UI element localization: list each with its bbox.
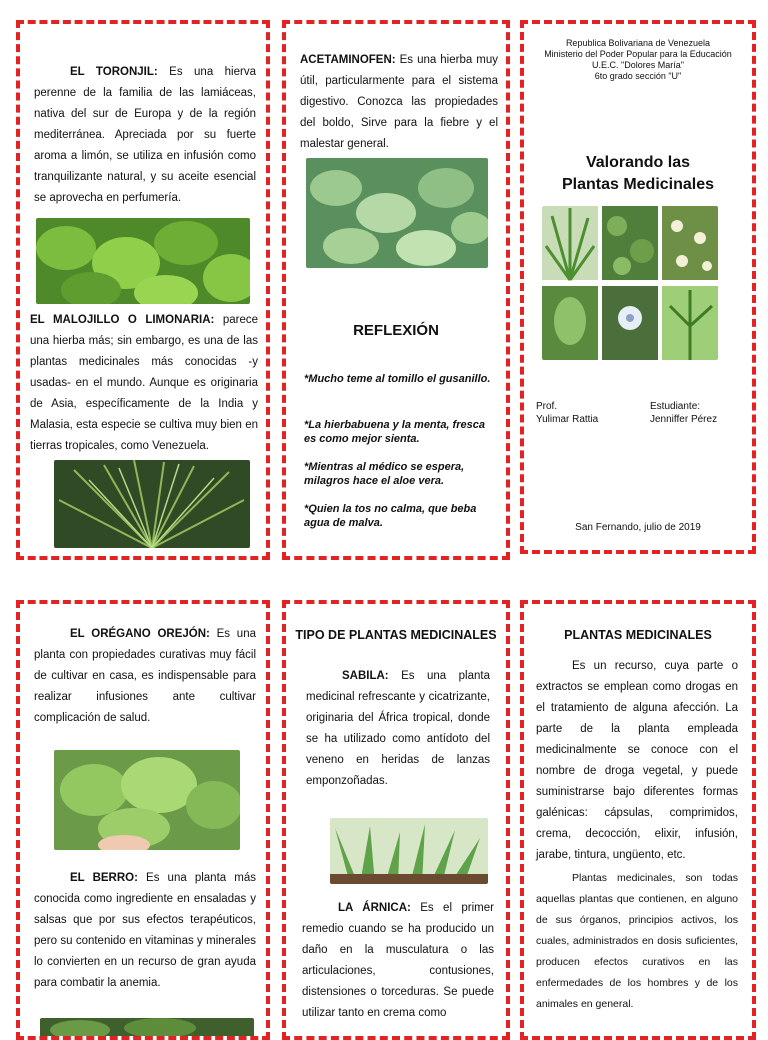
professor-block bbox=[536, 400, 598, 426]
header-line-3: U.E.C. "Dolores María" bbox=[592, 60, 684, 70]
plantas-para-2-text: Plantas medicinales, son todas aquellas plantas que contienen, en alguno de sus órganos, principios activos, los cuales, administrados en dosis suficientes, producen efectos curativos en las enfermedades de los hombres y de los animales en general. bbox=[536, 872, 738, 1010]
sabila-paragraph bbox=[306, 666, 490, 792]
panel-toronjil-malojillo bbox=[16, 20, 270, 560]
panel-plantas-medicinales bbox=[520, 600, 756, 1040]
student-block bbox=[650, 400, 717, 426]
sabila-image bbox=[330, 818, 488, 884]
saying-4: *Quien la tos no calma, que beba agua de malva. bbox=[304, 503, 477, 529]
title-line-1: Valorando las bbox=[585, 154, 691, 171]
berro-title: EL BERRO: bbox=[70, 872, 138, 884]
toronjil-paragraph bbox=[34, 62, 256, 209]
plantas-para-1 bbox=[536, 656, 738, 866]
header-line-4: 6to grado sección "U" bbox=[594, 71, 682, 81]
panel-cover bbox=[520, 20, 756, 554]
cover-header bbox=[528, 38, 748, 82]
plantas-para-2 bbox=[536, 868, 738, 1015]
oregano-text: Es una planta con propiedades curativas muy fácil de cultivar en casa, es indispensable para realizar infusiones ante cultivar complicación de salud. bbox=[34, 628, 256, 724]
reflexion-title: REFLEXIÓN bbox=[353, 322, 439, 339]
toronjil-title: EL TORONJIL: bbox=[70, 66, 158, 78]
arnica-text: Es el primer remedio cuando se ha producido un daño en la musculatura o las articulaciones, contusiones, distensiones o torceduras. Se puede utilizar tanto en crema como bbox=[302, 902, 494, 1019]
student-name: Jenniffer Pérez bbox=[650, 414, 718, 425]
acetaminofen-paragraph bbox=[300, 50, 498, 155]
malojillo-text: parece una hierba más; sin embargo, es una de las plantas medicinales más conocidas -y usadas- en el mundo. Aunque es originaria de Asia, específicamente de la India y Malasia, esta especie se cultiva muy bien en tierras tropicales, como Venezuela. bbox=[30, 314, 258, 452]
saying-2: *La hierbabuena y la menta, fresca es como mejor sienta. bbox=[304, 419, 485, 445]
panel-oregano-berro bbox=[16, 600, 270, 1040]
acetaminofen-text: Es una hierba muy útil, particularmente para el sistema digestivo. Conozca las propiedades del boldo, Sirve para la fiebre y el malestar general. bbox=[300, 54, 498, 150]
header-line-2: Ministerio del Poder Popular para la Educación bbox=[544, 49, 732, 59]
plantas-title: PLANTAS MEDICINALES bbox=[564, 628, 712, 642]
berro-text: Es una planta más conocida como ingrediente en ensaladas y salsas que por sus efectos terapéuticos, pero su contenido en vitaminas y minerales lo convierten en un recurso de gran ayuda para combatir la anemia. bbox=[34, 872, 256, 989]
cover-plant-collage bbox=[542, 206, 718, 360]
arnica-title: LA ÁRNICA: bbox=[338, 902, 411, 914]
toronjil-image bbox=[36, 218, 250, 304]
berro-paragraph bbox=[34, 868, 256, 994]
place-date: San Fernando, julio de 2019 bbox=[575, 522, 701, 533]
panel-tipo-plantas bbox=[282, 600, 510, 1040]
header-line-1: Republica Bolivariana de Venezuela bbox=[565, 38, 711, 48]
title-line-2: Plantas Medicinales bbox=[561, 176, 715, 193]
berro-image bbox=[40, 1018, 254, 1040]
panel-acetaminofen-reflexion bbox=[282, 20, 510, 560]
student-label: Estudiante: bbox=[650, 401, 701, 412]
oregano-paragraph bbox=[34, 624, 256, 729]
acetaminofen-title: ACETAMINOFEN: bbox=[300, 54, 396, 66]
plantas-para-1-text: Es un recurso, cuya parte o extractos se emplean como drogas en el tratamiento de alguna afección. La parte de la planta empleada medicinalmente se conoce con el nombre de droga vegetal, y puede suministrarse bajo diferentes formas galénicas: cápsulas, comprimidos, crema, decocción, elixir, infusión, jarabe, tintura, ungüento, etc. bbox=[536, 660, 738, 861]
sabila-text: Es una planta medicinal refrescante y cicatrizante, originaria del África tropical, donde se ha utilizado como antídoto del veneno en heridas de lanzas emponzoñadas. bbox=[306, 670, 490, 787]
toronjil-text: Es una hierva perenne de la familia de las lamiáceas, nativa del sur de Europa y de la región mediterránea. Apreciada por su fuerte aroma a limón, se utiliza en infusión como tranquilizante natural, y su aceite esencial se aprovecha en perfumería. bbox=[34, 66, 256, 204]
oregano-title: EL ORÉGANO OREJÓN: bbox=[70, 628, 210, 640]
arnica-paragraph bbox=[302, 898, 494, 1024]
acetaminofen-image bbox=[306, 158, 488, 268]
saying-1: *Mucho teme al tomillo el gusanillo. bbox=[304, 373, 491, 385]
oregano-image bbox=[54, 750, 240, 850]
malojillo-title: EL MALOJILLO O LIMONARIA: bbox=[30, 314, 215, 326]
saying-3: *Mientras al médico se espera, milagros hace el aloe vera. bbox=[304, 461, 465, 487]
prof-name: Yulimar Rattia bbox=[536, 414, 599, 425]
sabila-title: SABILA: bbox=[342, 670, 389, 682]
prof-label: Prof. bbox=[536, 401, 558, 412]
malojillo-image bbox=[54, 460, 250, 548]
tipo-title: TIPO DE PLANTAS MEDICINALES bbox=[295, 628, 497, 642]
malojillo-paragraph bbox=[30, 310, 258, 457]
cover-title bbox=[528, 152, 748, 196]
